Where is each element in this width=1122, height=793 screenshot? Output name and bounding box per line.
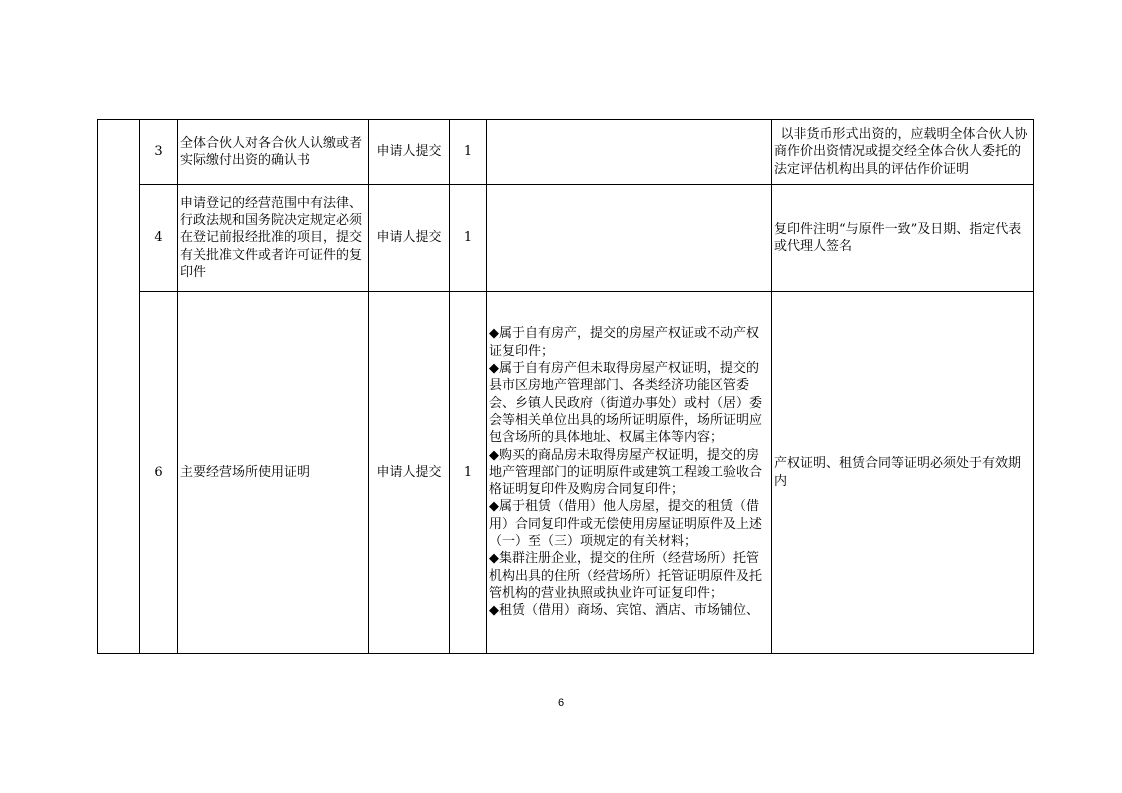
note-cell: 产权证明、租赁合同等证明必须处于有效期内 — [772, 292, 1034, 654]
submitter: 申请人提交 — [369, 185, 450, 292]
document-name: 全体合伙人对各合伙人认缴或者实际缴付出资的确认书 — [178, 120, 369, 185]
table-row — [98, 292, 1034, 654]
row-number: 4 — [140, 185, 178, 292]
submitter: 申请人提交 — [369, 292, 450, 654]
requirement-item: ◆属于自有房产但未取得房屋产权证明，提交的县市区房地产管理部门、各类经济功能区管委会、乡镇人民政府（街道办事处）或村（居）委会等相关单位出具的场所证明原件，场所证明应包含场所的具体地址、权属主体等内容； — [489, 361, 763, 446]
note-cell: 以非货币形式出资的，应载明全体合伙人协商作价出资情况或提交经全体合伙人委托的法定评估机构出具的评估作价证明 — [772, 120, 1034, 185]
document-name: 主要经营场所使用证明 — [178, 292, 369, 654]
copy-count: 1 — [450, 185, 487, 292]
category-cell — [98, 120, 140, 654]
requirement-item: ◆属于租赁（借用）他人房屋，提交的租赁（借用）合同复印件或无偿使用房屋证明原件及上述（一）至（三）项规定的有关材料； — [489, 499, 763, 550]
table-row — [98, 185, 1034, 292]
table-row — [98, 120, 1034, 185]
note-cell: 复印件注明“与原件一致”及日期、指定代表或代理人签名 — [772, 185, 1034, 292]
requirement-item: ◆集群注册企业，提交的住所（经营场所）托管机构出具的住所（经营场所）托管证明原件及托管机构的营业执照或执业许可证复印件； — [489, 551, 763, 601]
submitter: 申请人提交 — [369, 120, 450, 185]
document-name: 申请登记的经营范围中有法律、行政法规和国务院决定规定必须在登记前报经批准的项目，提交有关批准文件或者许可证件的复印件 — [178, 185, 369, 292]
requirements-table — [97, 119, 1034, 654]
requirement-item: ◆属于自有房产，提交的房屋产权证或不动产权证复印件； — [489, 326, 759, 359]
copy-count: 1 — [450, 292, 487, 654]
row-number: 3 — [140, 120, 178, 185]
requirements-cell — [487, 120, 772, 185]
requirement-item: ◆租赁（借用）商场、宾馆、酒店、市场铺位、 — [489, 603, 759, 619]
requirements-cell — [487, 185, 772, 292]
requirements-cell — [487, 292, 772, 654]
row-number: 6 — [140, 292, 178, 654]
page-number: 6 — [557, 697, 565, 709]
copy-count: 1 — [450, 120, 487, 185]
requirement-item: ◆购买的商品房未取得房屋产权证明，提交的房地产管理部门的证明原件或建筑工程竣工验收合格证明复印件及购房合同复印件； — [489, 447, 763, 498]
